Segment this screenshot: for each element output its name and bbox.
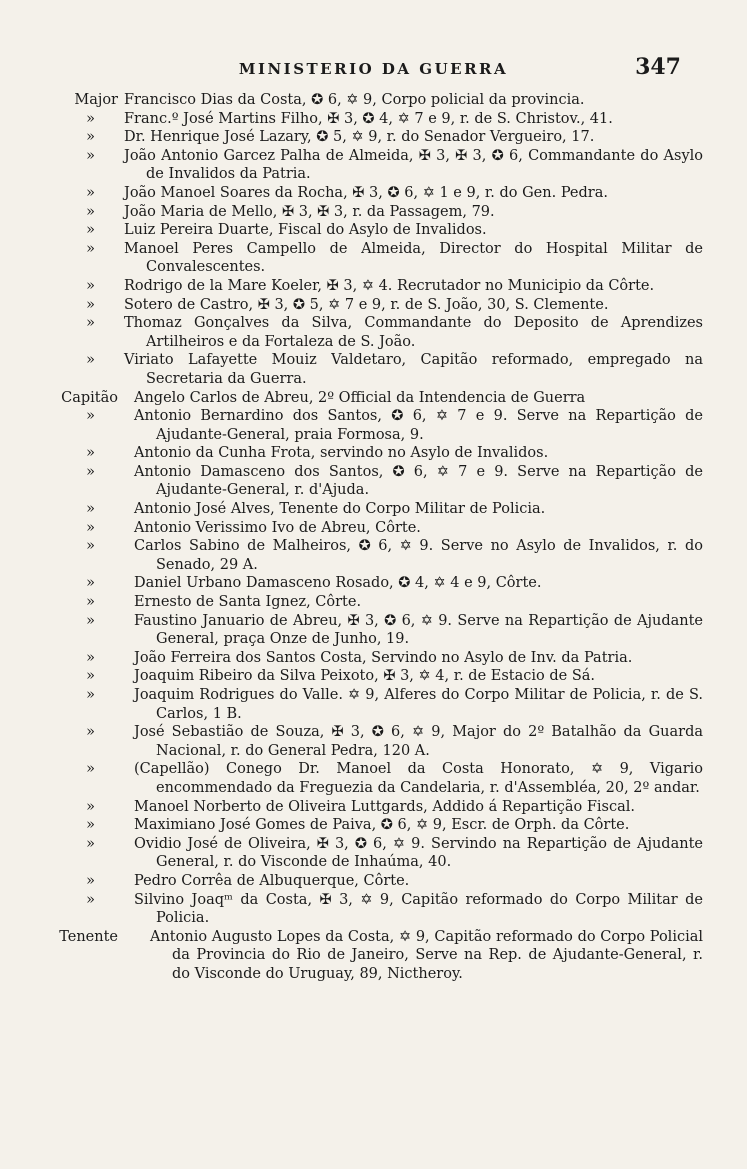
list-item xyxy=(0,314,747,351)
list-item xyxy=(0,91,747,110)
entry-text: Franc.º José Martins Filho, ✠ 3, ✪ 4, ✡ 7 e 9, r. de S. Christov., 41. xyxy=(124,110,613,127)
list-item xyxy=(0,798,747,817)
entry-text: Manoel Norberto de Oliveira Luttgards, Addido á Repartição Fiscal. xyxy=(134,798,635,815)
ditto-mark: » xyxy=(86,408,95,425)
ditto-mark: » xyxy=(86,240,95,257)
list-item xyxy=(0,221,747,240)
entry-text: Francisco Dias da Costa, ✪ 6, ✡ 9, Corpo policial da provincia. xyxy=(124,92,585,108)
entry-text: Sotero de Castro, ✠ 3, ✪ 5, ✡ 7 e 9, r. de S. João, 30, S. Clemente. xyxy=(124,296,609,313)
list-item xyxy=(0,723,747,760)
entry-text: Antonio José Alves, Tenente do Corpo Militar de Policia. xyxy=(134,501,546,518)
entry-text: Viriato Lafayette Mouiz Valdetaro, Capitão reformado, empregado na Secretaria da Guerra. xyxy=(124,352,703,387)
list-item xyxy=(0,128,747,147)
ditto-mark: » xyxy=(86,649,95,666)
ditto-mark: » xyxy=(86,872,95,889)
entry-text: Antonio da Cunha Frota, servindo no Asylo de Invalidos. xyxy=(134,445,549,462)
entry-text: José Sebastião de Souza, ✠ 3, ✪ 6, ✡ 9, Major do 2º Batalhão da Guarda Nacional, r. do General Pedra, 120 A. xyxy=(134,724,703,759)
list-item xyxy=(0,277,747,296)
list-item xyxy=(0,872,747,891)
entry-text: Antonio Augusto Lopes da Costa, ✡ 9, Capitão reformado do Corpo Policial da Provincia do Rio de Janeiro, Serve na Rep. de Ajudante-General, r. do Visconde do Uruguay, 89, Nictheroy. xyxy=(150,928,703,982)
list-item xyxy=(0,500,747,519)
rank-label: Major xyxy=(74,92,118,108)
ditto-mark: » xyxy=(86,519,95,536)
entry-text: Ernesto de Santa Ignez, Côrte. xyxy=(134,594,362,611)
ditto-mark: » xyxy=(86,203,95,220)
ditto-mark: » xyxy=(86,445,95,462)
ditto-mark: » xyxy=(86,724,95,741)
ditto-mark: » xyxy=(86,817,95,834)
entry-text: Pedro Corrêa de Albuquerque, Côrte. xyxy=(134,872,410,889)
list-item xyxy=(0,649,747,668)
entry-text: Silvino Joaqᵐ da Costa, ✠ 3, ✡ 9, Capitão reformado do Corpo Militar de Policia. xyxy=(134,891,703,927)
ditto-mark: » xyxy=(86,668,95,685)
ditto-mark: » xyxy=(86,891,95,908)
list-item xyxy=(0,835,747,872)
rank-label: Capitão xyxy=(61,389,118,406)
ditto-mark: » xyxy=(86,538,95,555)
entry-text: Manoel Peres Campello de Almeida, Director do Hospital Militar de Convalescentes. xyxy=(124,240,703,276)
list-item xyxy=(0,184,747,203)
ditto-mark: » xyxy=(86,687,95,703)
entry-text: Antonio Bernardino dos Santos, ✪ 6, ✡ 7 e 9. Serve na Repartição de Ajudante-General, praia Formosa, 9. xyxy=(134,408,703,443)
list-item xyxy=(0,296,747,315)
list-item xyxy=(0,389,747,408)
rank-label: Tenente xyxy=(59,928,118,945)
list-item xyxy=(0,240,747,277)
entry-text: Angelo Carlos de Abreu, 2º Official da Intendencia de Guerra xyxy=(134,389,586,406)
list-item xyxy=(0,351,747,388)
list-item xyxy=(0,444,747,463)
ditto-mark: » xyxy=(86,129,95,146)
entry-list xyxy=(0,91,747,984)
entry-text: Faustino Januario de Abreu, ✠ 3, ✪ 6, ✡ 9. Serve na Repartição de Ajudante General, praça Onze de Junho, 19. xyxy=(134,612,703,648)
list-item xyxy=(0,574,747,593)
running-title: MINISTERIO DA GUERRA xyxy=(238,60,509,78)
entry-text: Thomaz Gonçalves da Silva, Commandante do Deposito de Aprendizes Artilheiros e da Fortaleza de S. João. xyxy=(124,315,703,350)
list-item xyxy=(0,147,747,184)
list-item xyxy=(0,537,747,574)
entry-text: Daniel Urbano Damasceno Rosado, ✪ 4, ✡ 4 e 9, Côrte. xyxy=(134,575,542,592)
entry-text: Rodrigo de la Mare Koeler, ✠ 3, ✡ 4. Recrutador no Municipio da Côrte. xyxy=(124,277,655,294)
list-item xyxy=(0,407,747,444)
entry-text: Dr. Henrique José Lazary, ✪ 5, ✡ 9, r. do Senador Vergueiro, 17. xyxy=(124,129,595,146)
list-item xyxy=(0,593,747,612)
list-item xyxy=(0,463,747,500)
list-item xyxy=(0,760,747,797)
list-item xyxy=(0,686,747,723)
list-item xyxy=(0,612,747,649)
ditto-mark: » xyxy=(86,594,95,611)
list-item xyxy=(0,816,747,835)
ditto-mark: » xyxy=(86,315,95,332)
ditto-mark: » xyxy=(86,798,95,815)
page-header xyxy=(0,52,747,86)
list-item xyxy=(0,203,747,222)
entry-text: Carlos Sabino de Malheiros, ✪ 6, ✡ 9. Serve no Asylo de Invalidos, r. do Senado, 29 A. xyxy=(134,538,703,573)
page-number: 347 xyxy=(635,54,681,80)
list-item xyxy=(0,891,747,928)
entry-text: Joaquim Ribeiro da Silva Peixoto, ✠ 3, ✡ 4, r. de Estacio de Sá. xyxy=(134,668,596,685)
entry-text: João Manoel Soares da Rocha, ✠ 3, ✪ 6, ✡ 1 e 9, r. do Gen. Pedra. xyxy=(124,184,608,201)
list-item xyxy=(0,110,747,129)
list-item xyxy=(0,667,747,686)
entry-text: Ovidio José de Oliveira, ✠ 3, ✪ 6, ✡ 9. Servindo na Repartição de Ajudante General, r. do Visconde de Inhaúma, 40. xyxy=(134,835,703,871)
entry-text: Antonio Damasceno dos Santos, ✪ 6, ✡ 7 e 9. Serve na Repartição de Ajudante-General, r. d'Ajuda. xyxy=(134,463,703,499)
ditto-mark: » xyxy=(86,835,95,852)
ditto-mark: » xyxy=(86,296,95,313)
entry-text: João Antonio Garcez Palha de Almeida, ✠ 3, ✠ 3, ✪ 6, Commandante do Asylo de Invalidos da Patria. xyxy=(124,147,703,183)
ditto-mark: » xyxy=(86,110,95,127)
ditto-mark: » xyxy=(86,761,95,778)
list-item xyxy=(0,519,747,538)
entry-text: Joaquim Rodrigues do Valle. ✡ 9, Alferes do Corpo Militar de Policia, r. de S. Carlos, 1 B. xyxy=(134,687,703,722)
entry-text: Antonio Verissimo Ivo de Abreu, Côrte. xyxy=(134,519,421,536)
ditto-mark: » xyxy=(86,222,95,239)
ditto-mark: » xyxy=(86,352,95,369)
ditto-mark: » xyxy=(86,147,95,164)
entry-text: João Ferreira dos Santos Costa, Servindo no Asylo de Inv. da Patria. xyxy=(134,649,633,666)
entry-text: (Capellão) Conego Dr. Manoel da Costa Honorato, ✡ 9, Vigario encommendado da Freguezia da Candelaria, r. d'Assembléa, 20, 2º andar. xyxy=(134,761,703,796)
ditto-mark: » xyxy=(86,575,95,592)
ditto-mark: » xyxy=(86,463,95,480)
ditto-mark: » xyxy=(86,501,95,518)
ditto-mark: » xyxy=(86,277,95,294)
ditto-mark: » xyxy=(86,184,95,201)
ditto-mark: » xyxy=(86,612,95,629)
entry-text: Luiz Pereira Duarte, Fiscal do Asylo de Invalidos. xyxy=(124,222,487,239)
entry-text: João Maria de Mello, ✠ 3, ✠ 3, r. da Passagem, 79. xyxy=(124,203,495,220)
entry-text: Maximiano José Gomes de Paiva, ✪ 6, ✡ 9, Escr. de Orph. da Côrte. xyxy=(134,817,630,834)
list-item xyxy=(0,928,747,984)
